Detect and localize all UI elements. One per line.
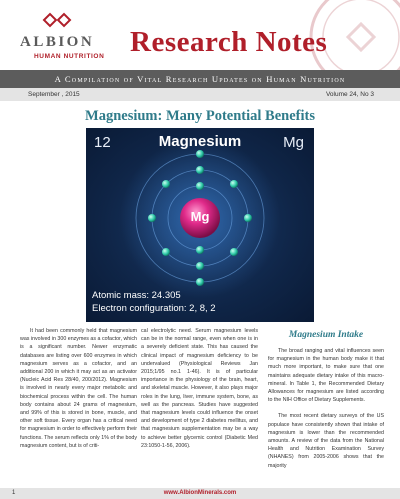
- article-paragraph: cal electrolytic need. Serum magnesium levels can be in the normal range, even when one is in a severely deficient state. This has caused the clinical impact of magnesium deficiency to be undervalued (Physiological Reviews Jan 2015;1/95 no.1 1-46). It is of particular importance in the physiology of the brain, heart, and skeletal muscle. However, it also plays major roles in the lung, liver, immune system, bone, as well as the pancreas. Studies have suggested that magnesium levels could influence the onset and development of type 2 diabetes mellitus, and that magnesium supplementation may be a way to achieve better glycemic control (Diabetic Med 23:1050-1-56, 2006).: [141, 328, 258, 449]
- footer-website-link[interactable]: www.AlbionMinerals.com: [163, 490, 237, 496]
- article-paragraph: It had been commonly held that magnesium was involved in 300 enzymes as a cofactor, which is a significant number. Newer enzymatic databases are listing over 600 enzymes in which magnesium serves as a cofactor, and an additional 200 in which it may act as an activator (Nucleic Acid Res 28/40, 200/2012). Magnesium is involved in nearly every major metabolic and biochemical process within the cell. The human body contains about 24 grams of magnesium, and 99% of this is stored in bone, muscle, and other soft tissue. Every organ has a critical need for magnesium in order to effectively perform their functions. The serum reflects only 1% of the body magnesium content, but is of criti-: [20, 328, 137, 449]
- issue-date: September , 2015: [28, 91, 80, 98]
- page-footer: [0, 488, 400, 499]
- issue-volume: Volume 24, No 3: [325, 91, 374, 98]
- page-number: 1: [12, 490, 16, 496]
- electron-configuration: Electron configuration: 2, 8, 2: [92, 303, 216, 314]
- magnesium-atom-illustration: [86, 128, 314, 322]
- albion-logo-icon: [42, 12, 72, 28]
- article-paragraph: The most recent dietary surveys of the US populace have consistently shown that intake of magnesium is lower than the recommended amounts. A review of the data from the National Health and Nutrition Examination Survey (NHANES) from 2005-2006 shows that the majority: [268, 413, 384, 469]
- article-column-3: [268, 347, 384, 485]
- article-column-2: [141, 327, 258, 485]
- subtitle-text: A Compilation of Vital Research Updates on Human Nutrition: [54, 74, 346, 84]
- element-name: Magnesium: [158, 133, 242, 150]
- section-heading-intake: Magnesium Intake: [288, 330, 364, 340]
- article-headline: Magnesium: Many Potential Benefits: [85, 108, 315, 124]
- brand-subtitle: HUMAN NUTRITION: [34, 53, 105, 60]
- element-symbol: Mg: [283, 134, 304, 151]
- nucleus-symbol: Mg: [190, 209, 210, 224]
- newsletter-title: Research Notes: [130, 26, 328, 58]
- article-column-1: [20, 327, 137, 485]
- article-paragraph: The broad ranging and vital influences seen for magnesium in the human body make it that much more important, to make sure that one maintains adequate dietary intake of this macro-mineral. In Table 1, the Recommended Dietary Allowances for magnesium are listed according to the NIH Office of Dietary Supplements.: [268, 348, 384, 404]
- masthead: [0, 0, 400, 70]
- brand-name: ALBION: [20, 34, 95, 50]
- subtitle-bar: [0, 70, 400, 88]
- issue-info-bar: [0, 88, 400, 101]
- atomic-mass: Atomic mass: 24.305: [92, 290, 181, 301]
- atomic-number: 12: [94, 134, 111, 151]
